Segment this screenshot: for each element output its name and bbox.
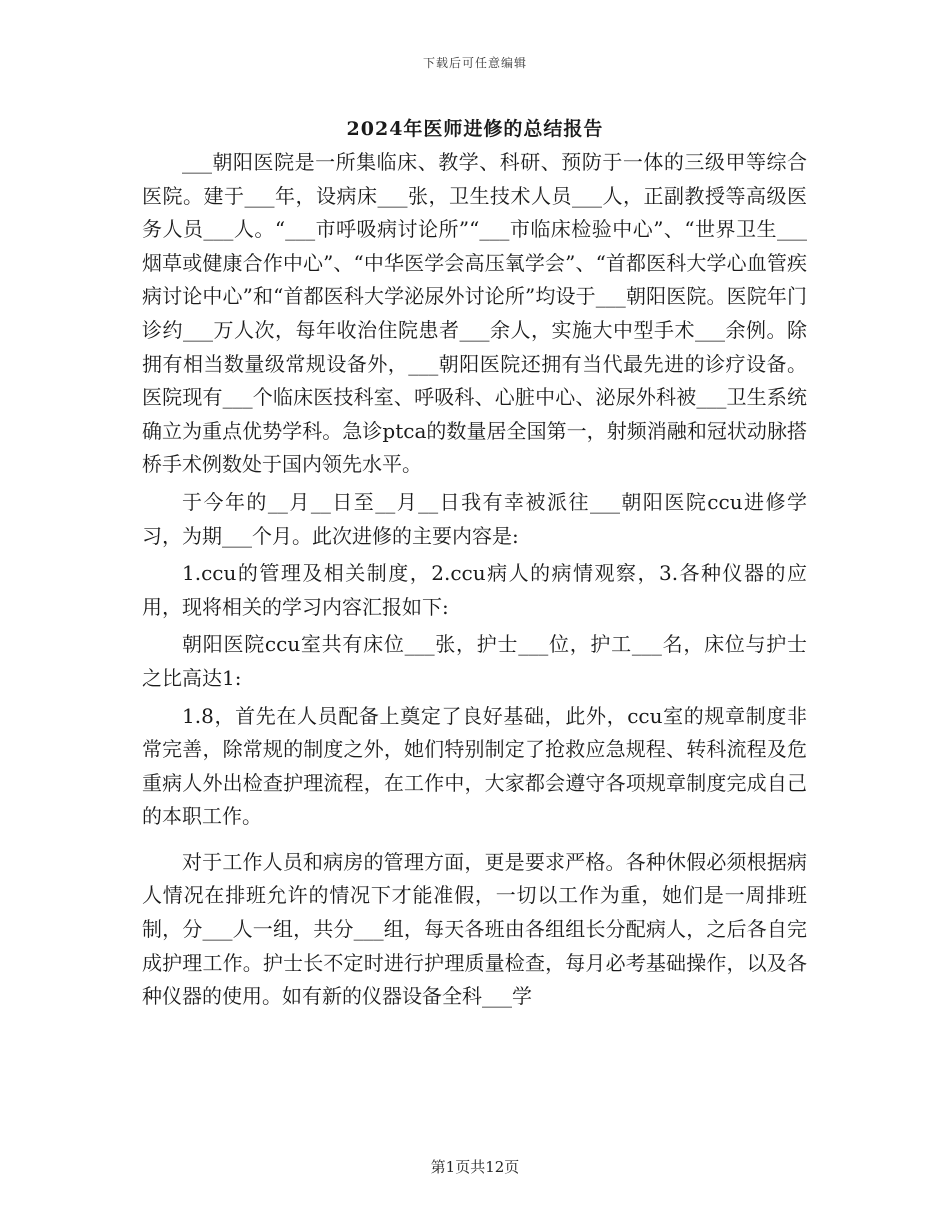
paragraph-ccu-rules: 1.8，首先在人员配备上奠定了良好基础，此外，ccu室的规章制度非常完善，除常规的制度之外，她们特别制定了抢救应急规程、转科流程及危重病人外出检查护理流程，在工作中，大家都会遵守各项规章制度完成自己的本职工作。: [142, 703, 807, 829]
paragraph-hospital-intro: ___朝阳医院是一所集临床、教学、科研、预防于一体的三级甲等综合医院。建于___年，设病床___张，卫生技术人员___人，正副教授等高级医务人员___人。“___市呼吸病讨论所”“___市临床检验中心”、“世界卫生___烟草或健康合作中心”、“中华医学会高压氧学会”、“首都医科大学心血管疾病讨论中心”和“首都医科大学泌尿外讨论所”均设于___朝阳医院。医院年门诊约___万人次，每年收治住院患者___余人，实施大中型手术___余例。除拥有相当数量级常规设备外，___朝阳医院还拥有当代最先进的诊疗设备。医院现有___个临床医技科室、呼吸科、心脏中心、泌尿外科被___卫生系统确立为重点优势学科。急诊ptca的数量居全国第一，射频消融和冠状动脉搭桥手术例数处于国内领先水平。: [142, 150, 807, 477]
paragraph-ccu-staffing: 朝阳医院ccu室共有床位___张，护士___位，护工___名，床位与护士之比高达1:: [142, 632, 807, 690]
paragraph-training-period: 于今年的__月__日至__月__日我有幸被派往___朝阳医院ccu进修学习，为期___个月。此次进修的主要内容是:: [142, 489, 807, 548]
paragraph-staff-management: 对于工作人员和病房的管理方面，更是要求严格。各种休假必须根据病人情况在排班允许的情况下才能准假，一切以工作为重，她们是一周排班制，分___人一组，共分___组，每天各班由各组组长分配病人，之后各自完成护理工作。护士长不定时进行护理质量检查，每月必考基础操作，以及各种仪器的使用。如有新的仪器设备全科___学: [142, 849, 807, 1009]
page-indicator: 第1页共12页: [430, 1158, 520, 1176]
document-body: [142, 146, 807, 1014]
paragraph-training-content: 1.ccu的管理及相关制度，2.ccu病人的病情观察，3.各种仪器的应用，现将相关的学习内容汇报如下:: [142, 561, 807, 619]
header-note: 下载后可任意编辑: [422, 56, 527, 70]
document-title: 2024年医师进修的总结报告: [346, 118, 604, 140]
